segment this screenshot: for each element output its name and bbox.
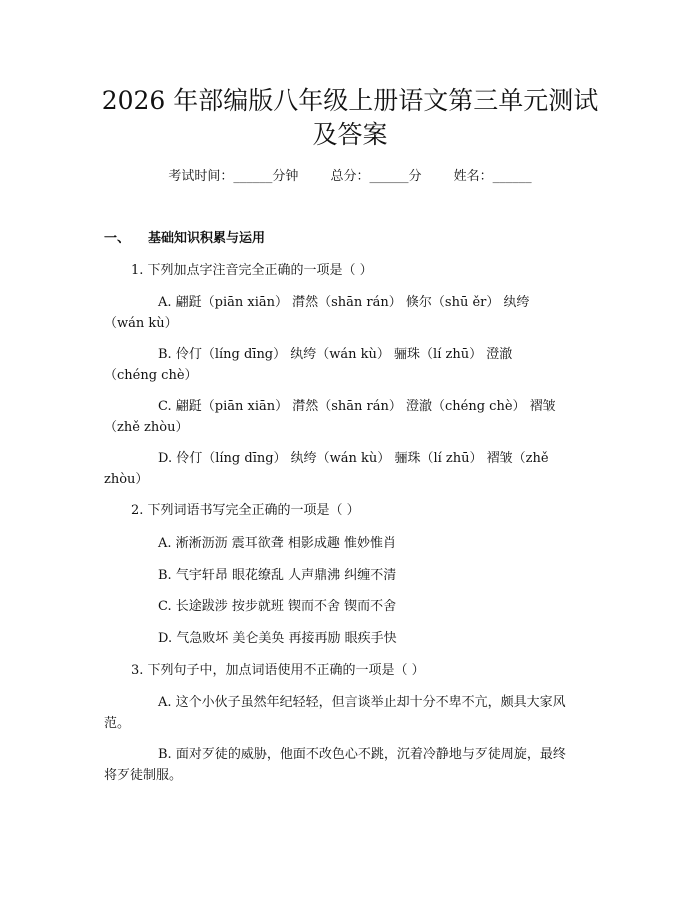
q3-option-b-cont: 将歹徒制服。	[104, 768, 183, 783]
question-2-stem: 2. 下列词语书写完全正确的一项是（ ）	[131, 503, 360, 518]
title-line-2: 及答案	[312, 120, 388, 149]
exam-meta	[0, 168, 700, 186]
q3-option-b: B. 面对歹徒的威胁，他面不改色心不跳，沉着冷静地与歹徒周旋，最终	[158, 747, 566, 762]
section-number: 一、	[104, 231, 131, 246]
q1-option-d: D. 伶仃（líng dīng） 纨绔（wán kù） 骊珠（lí zhū） 褶皱（zhě	[158, 451, 549, 466]
total-score-field: 总分：______分	[330, 169, 422, 184]
q1-option-c: C. 翩跹（piān xiān） 潸然（shān rán） 澄澈（chéng chè） 褶皱	[158, 399, 556, 414]
question-1-stem: 1. 下列加点字注音完全正确的一项是（ ）	[131, 263, 373, 278]
title-line-1: 2026 年部编版八年级上册语文第三单元测试	[101, 86, 599, 115]
exam-time-field: 考试时间：______分钟	[168, 169, 299, 184]
q2-option-c: C. 长途跋涉 按步就班 锲而不舍 锲而不舍	[158, 599, 397, 614]
q1-option-c-cont: （zhě zhòu）	[104, 420, 189, 435]
q2-option-b: B. 气宇轩昂 眼花缭乱 人声鼎沸 纠缠不清	[158, 568, 397, 583]
document-title	[60, 84, 640, 152]
q1-option-a-cont: （wán kù）	[104, 316, 178, 331]
name-field: 姓名：______	[453, 169, 532, 184]
q1-option-d-cont: zhòu）	[104, 472, 149, 487]
q2-option-d: D. 气急败坏 美仑美奂 再接再励 眼疾手快	[158, 631, 397, 646]
question-3-stem: 3. 下列句子中，加点词语使用不正确的一项是（ ）	[131, 663, 425, 678]
q3-option-a-cont: 范。	[104, 716, 131, 731]
q1-option-a: A. 翩跹（piān xiān） 潸然（shān rán） 倏尔（shū ěr） 纨绔	[158, 295, 530, 310]
q3-option-a: A. 这个小伙子虽然年纪轻轻，但言谈举止却十分不卑不亢，颇具大家风	[158, 695, 566, 710]
q2-option-a: A. 淅淅沥沥 震耳欲聋 相影成趣 惟妙惟肖	[158, 536, 397, 551]
section-heading	[104, 230, 265, 248]
q1-option-b: B. 伶仃（líng dīng） 纨绔（wán kù） 骊珠（lí zhū） 澄澈	[158, 347, 513, 362]
section-title: 基础知识积累与运用	[148, 231, 266, 246]
q1-option-b-cont: （chéng chè）	[104, 368, 198, 383]
